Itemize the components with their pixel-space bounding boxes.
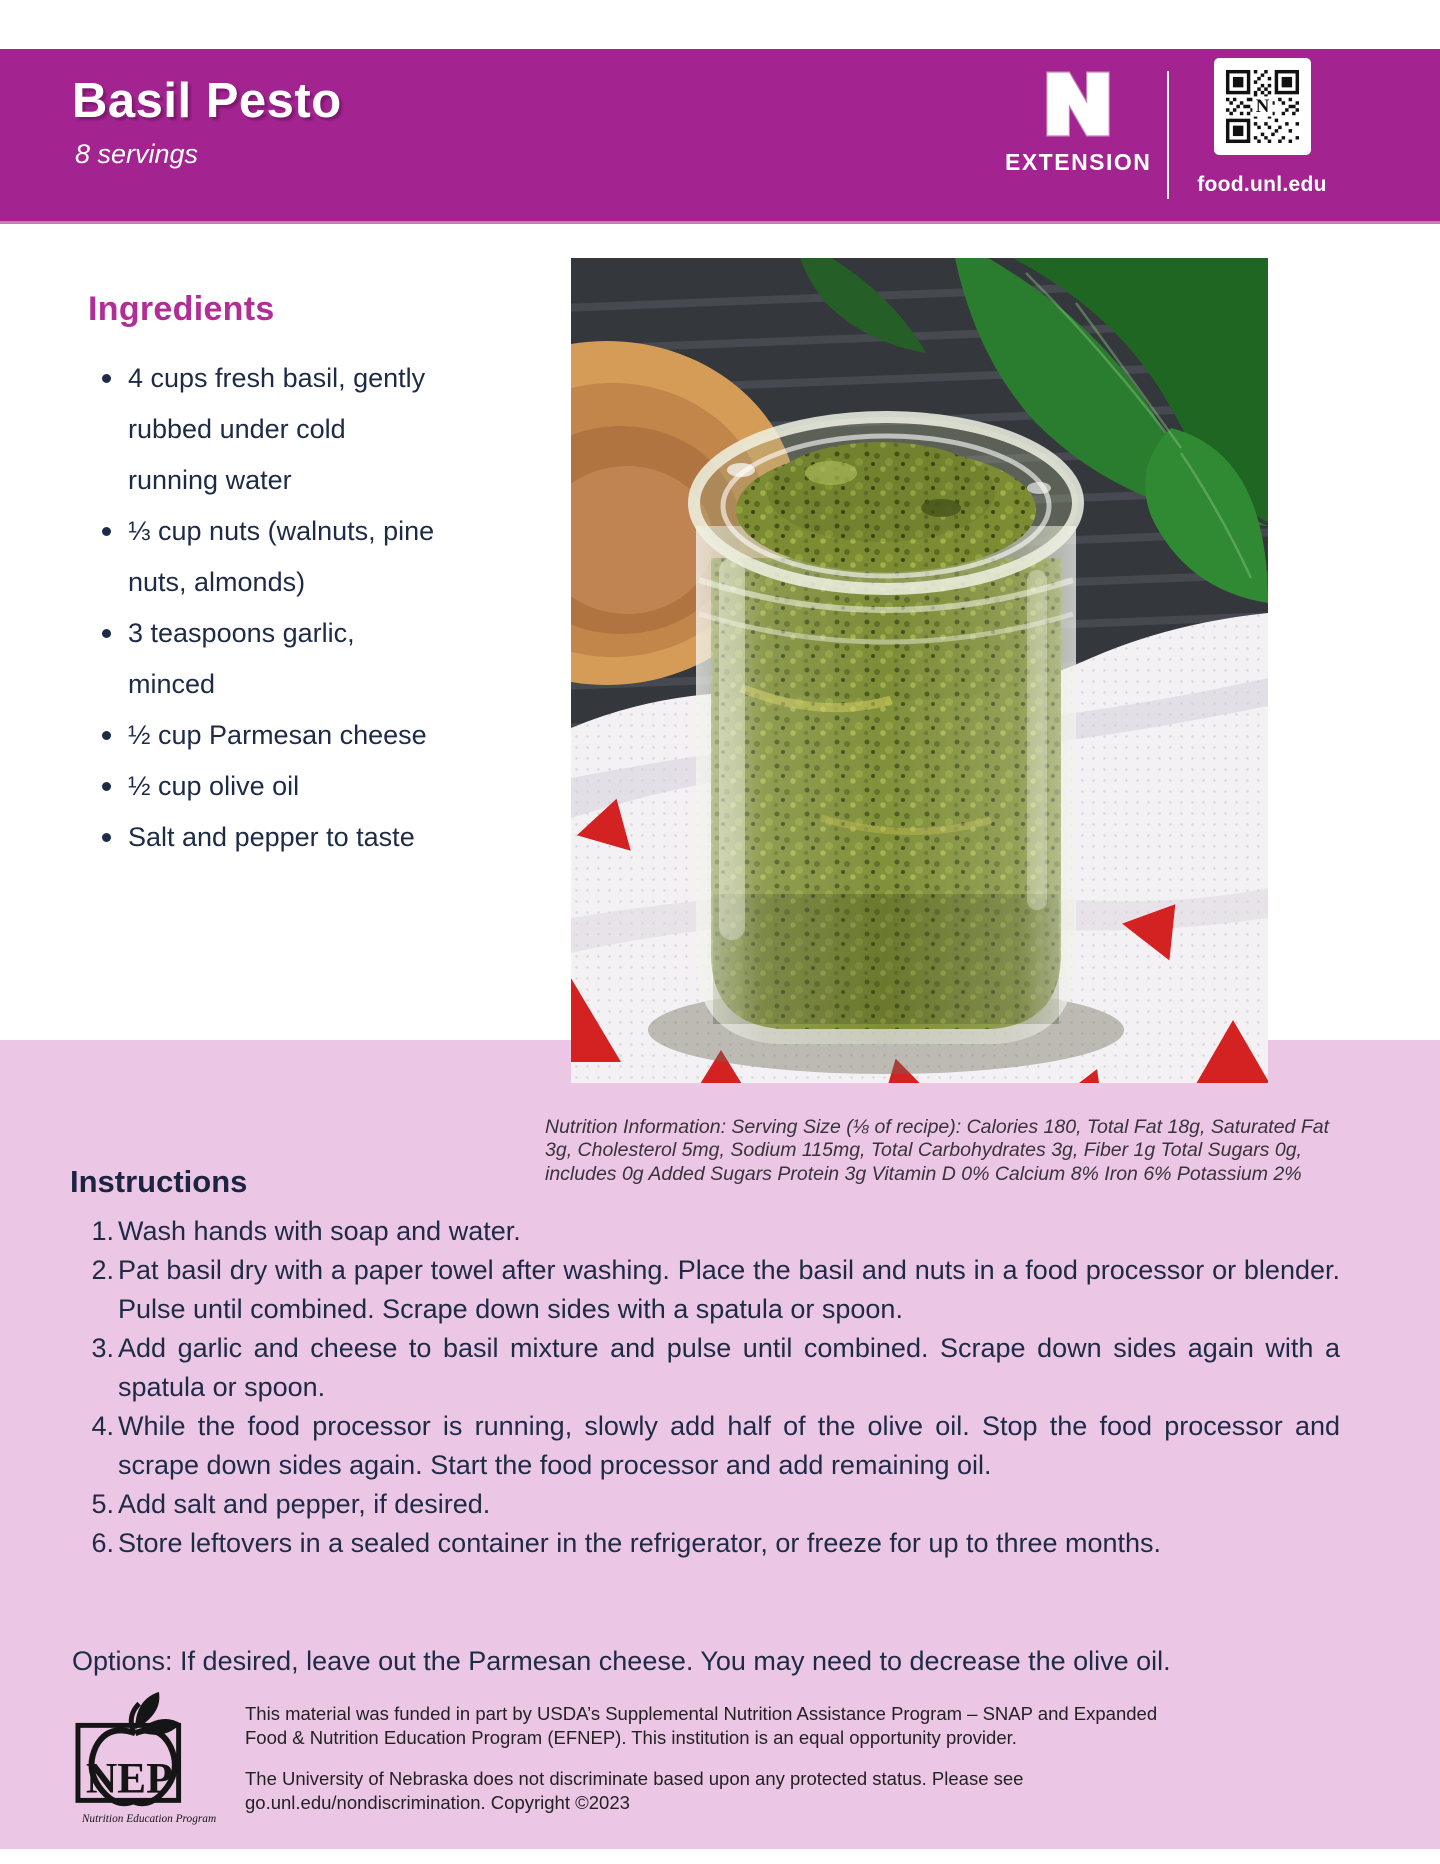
nep-acronym: NEP (85, 1754, 173, 1803)
instructions-list (72, 1212, 1340, 1563)
instruction-step: Add garlic and cheese to basil mixture and pulse until combined. Scrape down sides again with a spatula or spoon. (118, 1333, 1340, 1402)
nondiscrimination-statement: The University of Nebraska does not discriminate based upon any protected status. Please see go.unl.edu/nondiscrimination. Copyright ©2023 (245, 1768, 1024, 1813)
extension-wordmark: EXTENSION (1005, 149, 1152, 175)
ingredients-list (88, 353, 438, 863)
ingredients-section (88, 290, 508, 863)
instructions-heading: Instructions (70, 1164, 248, 1199)
footer-text (245, 1702, 1200, 1832)
nep-logo (70, 1678, 230, 1833)
qr-caption: food.unl.edu (1197, 173, 1327, 196)
header-divider (1167, 71, 1169, 199)
page-title: Basil Pesto (72, 74, 342, 128)
nebraska-extension-logo (1005, 67, 1151, 176)
ingredient-item: 3 teaspoons garlic, minced (88, 608, 438, 710)
instruction-step: Wash hands with soap and water. (118, 1216, 521, 1246)
instruction-step: Add salt and pepper, if desired. (118, 1489, 491, 1519)
servings-subtitle: 8 servings (75, 139, 199, 169)
options-note: Options: If desired, leave out the Parmesan cheese. You may need to decrease the olive oil. (72, 1646, 1171, 1676)
pesto-jar-photo-illustration (571, 258, 1268, 1083)
nutrition-information: Nutrition Information: Serving Size (⅛ of recipe): Calories 180, Total Fat 18g, Saturated Fat 3g, Cholesterol 5mg, Sodium 115mg, Total Carbohydrates 3g, Fiber 1g Total Sugars 0g, includes 0g Added Sugars Protein 3g Vitamin D 0% Calcium 8% Iron 6% Potassium 2% (545, 1115, 1329, 1185)
instruction-step: Store leftovers in a sealed container in the refrigerator, or freeze for up to three months. (118, 1528, 1162, 1558)
instruction-step: While the food processor is running, slowly add half of the olive oil. Stop the food processor and scrape down sides again. Start the food processor and add remaining oil. (118, 1411, 1340, 1480)
ingredient-item: Salt and pepper to taste (88, 812, 438, 863)
ingredient-item: 4 cups fresh basil, gently rubbed under cold running water (88, 353, 438, 506)
instructions-section (0, 1040, 1440, 1849)
nebraska-n-icon (1039, 67, 1117, 141)
header (0, 49, 1440, 224)
nep-caption: Nutrition Education Program (81, 1813, 217, 1826)
qr-code-icon (1214, 58, 1311, 155)
ingredient-item: ½ cup Parmesan cheese (88, 710, 438, 761)
ingredient-item: ⅓ cup nuts (walnuts, pine nuts, almonds) (88, 506, 438, 608)
nep-apple-icon (70, 1678, 228, 1828)
recipe-photo (571, 258, 1268, 1083)
qr-block (1196, 58, 1328, 197)
qr-center-n: N (1255, 96, 1269, 118)
ingredient-item: ½ cup olive oil (88, 761, 438, 812)
funding-statement: This material was funded in part by USDA’s Supplemental Nutrition Assistance Program – SNAP and Expanded Food & Nutrition Education Program (EFNEP). This institution is an equal opportunity provider. (245, 1703, 1158, 1748)
instruction-step: Pat basil dry with a paper towel after washing. Place the basil and nuts in a food processor or blender. Pulse until combined. Scrape down sides with a spatula or spoon. (118, 1255, 1340, 1324)
ingredients-heading: Ingredients (88, 290, 275, 328)
